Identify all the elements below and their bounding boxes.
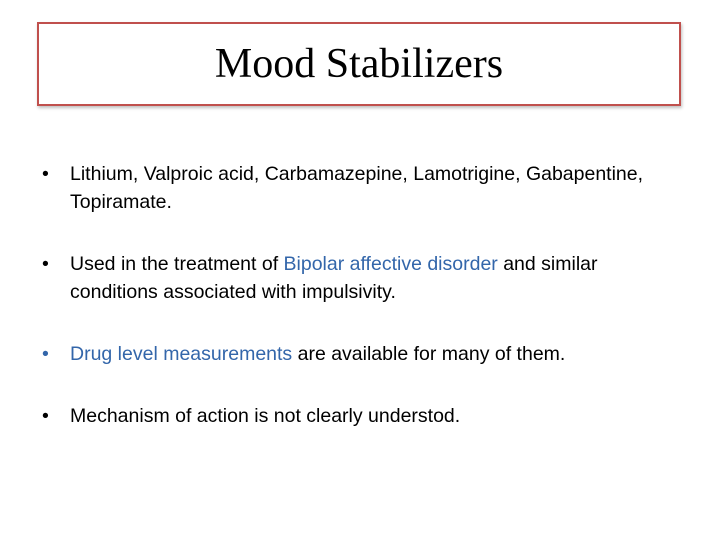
bullet-text: and similar conditions associated with impulsivity.	[70, 253, 598, 303]
title-box	[37, 22, 681, 106]
bullet-item-drug-levels	[36, 340, 686, 368]
slide-title: Mood Stabilizers	[214, 41, 504, 87]
bullet-list	[36, 160, 686, 430]
bullet-dot-icon: •	[42, 405, 49, 427]
bullet-text: Used in the treatment of	[70, 253, 284, 275]
bullet-item-treatment	[36, 250, 686, 306]
bullet-text: Lithium, Valproic acid, Carbamazepine, Lamotrigine, Gabapentine, Topiramate.	[70, 163, 644, 213]
bullet-text: are available for many of them.	[292, 343, 566, 365]
bullet-highlight-text: Drug level measurements	[70, 343, 293, 365]
bullet-dot-icon: •	[42, 343, 49, 365]
bullet-highlight-text: Bipolar affective disorder	[283, 253, 498, 275]
bullet-text: Mechanism of action is not clearly understod.	[70, 405, 461, 427]
bullet-dot-icon: •	[42, 163, 49, 185]
bullet-dot-icon: •	[42, 253, 49, 275]
bullet-item-drugs	[36, 160, 686, 216]
bullet-item-mechanism	[36, 402, 686, 430]
